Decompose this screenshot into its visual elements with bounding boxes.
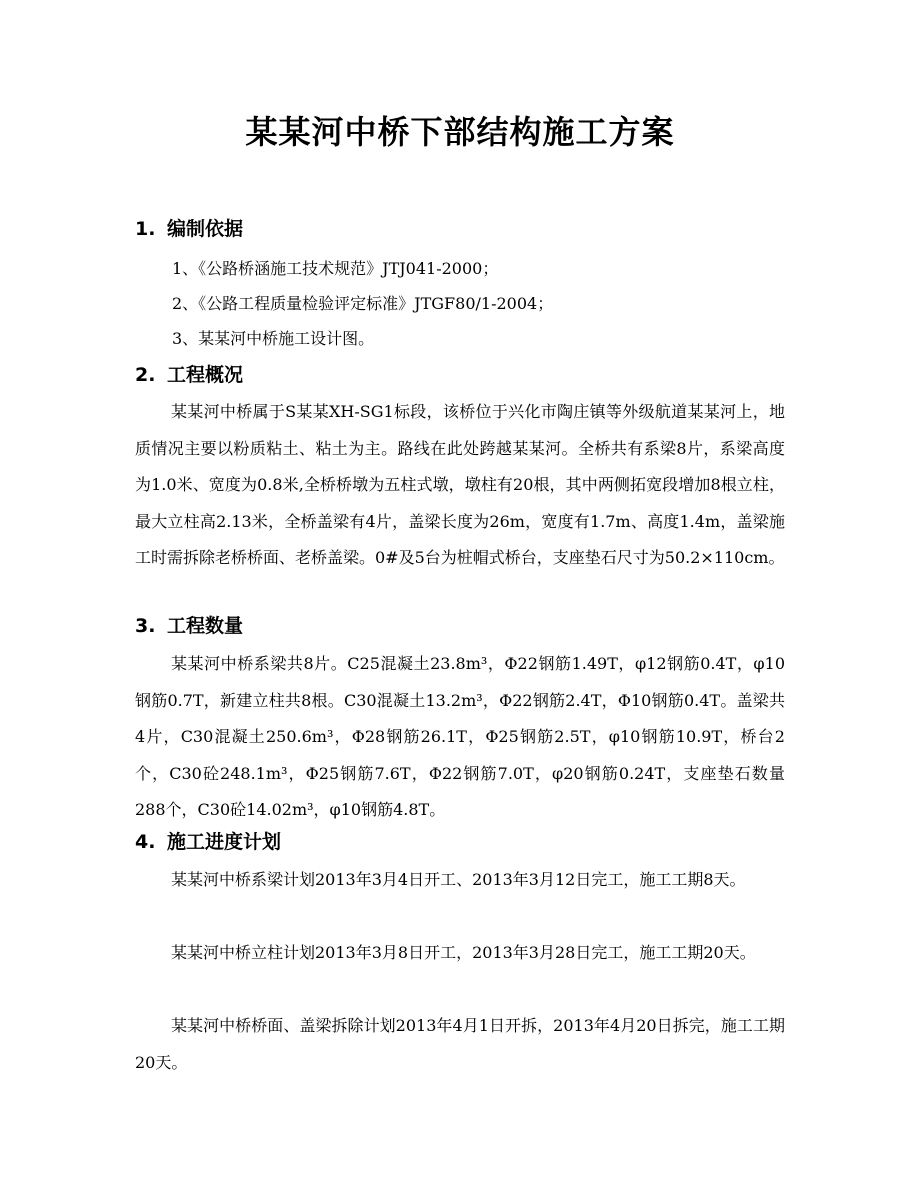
section-number: 1. — [135, 218, 156, 240]
section-heading-4 — [135, 829, 281, 855]
quantity-paragraph: 某某河中桥系梁共8片。C25混凝土23.8m³，Φ22钢筋1.49T，φ12钢筋0.4T，φ10钢筋0.7T，新建立柱共8根。C30混凝土13.2m³，Φ22钢筋2.4T，Φ10钢筋0.4T。盖梁共4片，C30混凝土250.6m³，Φ28钢筋26.1T，Φ25钢筋2.5T，φ10钢筋10.9T，桥台2个，C30砼248.1m³，Φ25钢筋7.6T，Φ22钢筋7.0T，φ20钢筋0.24T，支座垫石数量288个，C30砼14.02m³，φ10钢筋4.8T。 — [135, 654, 785, 819]
schedule-paragraph-2: 某某河中桥立柱计划2013年3月8日开工，2013年3月28日完工，施工工期20天。 — [171, 943, 756, 962]
section-number: 4. — [135, 831, 156, 853]
reference-item-1: 1、《公路桥涵施工技术规范》JTJ041-2000； — [172, 259, 499, 278]
section-title: 施工进度计划 — [167, 831, 282, 853]
section-number: 2. — [135, 364, 156, 386]
section-title: 工程数量 — [167, 615, 244, 637]
section-heading-1 — [135, 216, 243, 242]
section-heading-3 — [135, 613, 243, 639]
overview-paragraph: 某某河中桥属于S某某XH-SG1标段，该桥位于兴化市陶庄镇等外级航道某某河上，地质情况主要以粉质粘土、粘土为主。路线在此处跨越某某河。全桥共有系梁8片，系梁高度为1.0米、宽度为0.8米,全桥桥墩为五柱式墩，墩柱有20根，其中两侧拓宽段增加8根立柱，最大立柱高2.13米，全桥盖梁有4片，盖梁长度为26m，宽度有1.7m、高度1.4m，盖梁施工时需拆除老桥桥面、老桥盖梁。0#及5台为桩帽式桥台，支座垫石尺寸为50.2×110cm。 — [135, 402, 785, 567]
section-title: 编制依据 — [167, 218, 244, 240]
section-heading-2 — [135, 362, 243, 388]
schedule-paragraph-3: 某某河中桥桥面、盖梁拆除计划2013年4月1日开拆，2013年4月20日拆完，施工工期20天。 — [135, 1016, 785, 1072]
schedule-paragraph-1: 某某河中桥系梁计划2013年3月4日开工、2013年3月12日完工，施工工期8天。 — [171, 870, 746, 889]
section-number: 3. — [135, 615, 156, 637]
section-title: 工程概况 — [167, 364, 244, 386]
reference-item-3: 3、某某河中桥施工设计图。 — [172, 329, 375, 348]
reference-item-2: 2、《公路工程质量检验评定标准》JTGF80/1-2004； — [172, 294, 554, 313]
document-title: 某某河中桥下部结构施工方案 — [245, 113, 675, 151]
